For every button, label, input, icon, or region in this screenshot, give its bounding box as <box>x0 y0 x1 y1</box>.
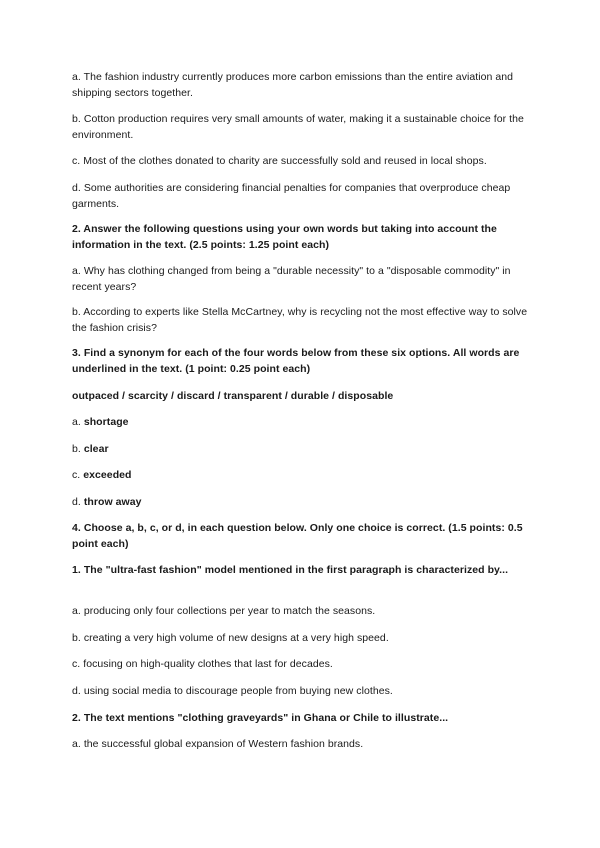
statement-a: a. The fashion industry currently produces more carbon emissions than the entire aviation and shipping sectors together. <box>72 71 514 99</box>
item-word: exceeded <box>83 469 132 481</box>
section-4-heading: 4. Choose a, b, c, or d, in each question below. Only one choice is correct. (1.5 points: 0.5 point each) <box>72 522 523 550</box>
synonym-item-b <box>72 442 532 458</box>
synonym-item-a <box>72 415 532 431</box>
section-3-heading: 3. Find a synonym for each of the four words below from these six options. All words are underlined in the text. (1 point: 0.25 point each) <box>72 347 520 375</box>
item-letter: a. <box>72 416 81 428</box>
mc-q1-choice-d: d. using social media to discourage people from buying new clothes. <box>72 685 393 697</box>
section-2-heading: 2. Answer the following questions using your own words but taking into account the information in the text. (2.5 points: 1.25 point each) <box>72 223 497 251</box>
item-word: shortage <box>83 416 129 428</box>
question-2a: a. Why has clothing changed from being a "durable necessity" to a "disposable commodity" in recent years? <box>72 265 511 293</box>
question-2b: b. According to experts like Stella McCartney, why is recycling not the most effective way to solve the fashion crisis? <box>72 306 528 334</box>
synonym-item-c <box>72 468 532 484</box>
mc-q2-choice-a: a. the successful global expansion of Western fashion brands. <box>72 738 364 750</box>
statement-d: d. Some authorities are considering financial penalties for companies that overproduce cheap garments. <box>72 182 511 210</box>
item-letter: b. <box>72 443 81 455</box>
mc-question-2: 2. The text mentions "clothing graveyards" in Ghana or Chile to illustrate... <box>72 712 449 724</box>
mc-q1-choice-c: c. focusing on high-quality clothes that last for decades. <box>72 658 333 670</box>
item-word: throw away <box>83 496 142 508</box>
item-letter: c. <box>72 469 81 481</box>
mc-q1-choice-b: b. creating a very high volume of new designs at a very high speed. <box>72 632 389 644</box>
synonym-item-d <box>72 495 532 511</box>
mc-question-1: 1. The "ultra-fast fashion" model mentioned in the first paragraph is characterized by... <box>72 564 509 576</box>
mc-q1-choice-a: a. producing only four collections per year to match the seasons. <box>72 605 376 617</box>
statement-c: c. Most of the clothes donated to charity are successfully sold and reused in local shops. <box>72 155 487 167</box>
item-letter: d. <box>72 496 81 508</box>
statement-b: b. Cotton production requires very small amounts of water, making it a sustainable choice for the environment. <box>72 113 524 141</box>
synonym-options: outpaced / scarcity / discard / transparent / durable / disposable <box>72 390 394 402</box>
item-word: clear <box>83 443 109 455</box>
